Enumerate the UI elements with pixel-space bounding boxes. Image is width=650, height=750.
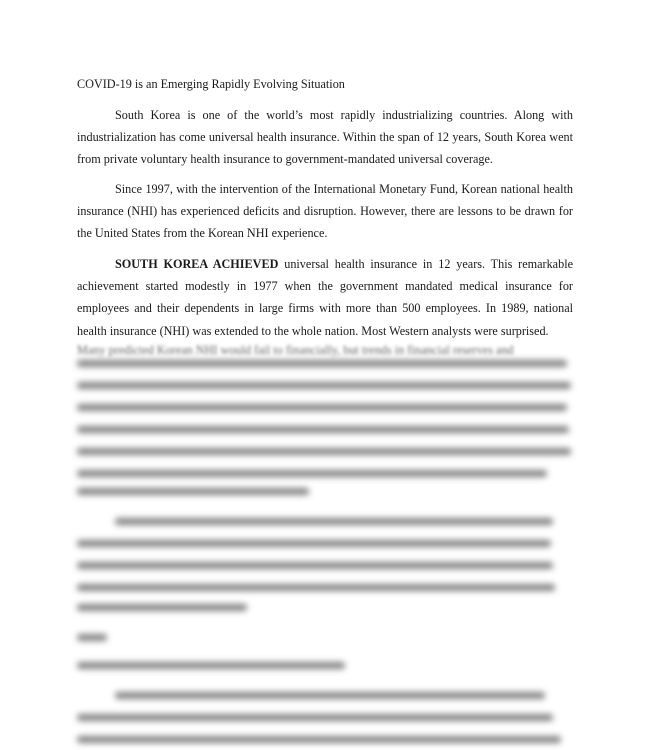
paragraph-2 — [77, 178, 573, 245]
blurred-line — [115, 518, 553, 525]
blurred-line — [77, 584, 555, 591]
blurred-line — [77, 562, 553, 569]
blurred-line — [77, 540, 551, 547]
blurred-line — [77, 470, 547, 477]
blurred-line — [77, 448, 571, 455]
blurred-line — [77, 662, 345, 669]
blurred-line — [77, 488, 309, 495]
paragraph-3-lead: SOUTH KOREA ACHIEVED — [115, 257, 279, 271]
paragraph-1 — [77, 104, 573, 171]
blurred-line — [77, 604, 247, 611]
paragraph-3-text: universal health insurance in 12 years. This remarkable achievement started modestly in 1977 when the government mandated medical insurance for employees and their dependents in large firms with more than 500 employees. In 1989, national health insurance (NHI) was extended to the whole nation. Most Western analysts were surprised. — [77, 257, 573, 338]
blurred-line — [77, 404, 567, 411]
blurred-line — [77, 714, 553, 721]
blurred-content — [77, 342, 577, 750]
blurred-line — [115, 692, 545, 699]
blurred-line — [77, 382, 571, 389]
blurred-line — [77, 426, 569, 433]
fading-text-line: Many predicted Korean NHI would fail to financially, but trends in financial reserves and — [77, 343, 514, 357]
blurred-line — [77, 360, 567, 367]
document-title: COVID-19 is an Emerging Rapidly Evolving Situation — [77, 77, 345, 91]
paragraph-2-text: Since 1997, with the intervention of the International Monetary Fund, Korean national health insurance (NHI) has experienced deficits and disruption. However, there are lessons to be drawn for the United States from the Korean NHI experience. — [77, 182, 573, 241]
paragraph-1-text: South Korea is one of the world’s most rapidly industrializing countries. Along with industrialization has come universal health insurance. Within the span of 12 years, South Korea went from private voluntary health insurance to government-mandated universal coverage. — [77, 108, 573, 167]
paragraph-3 — [77, 253, 573, 342]
blurred-line — [77, 634, 107, 641]
blurred-line — [77, 736, 561, 743]
